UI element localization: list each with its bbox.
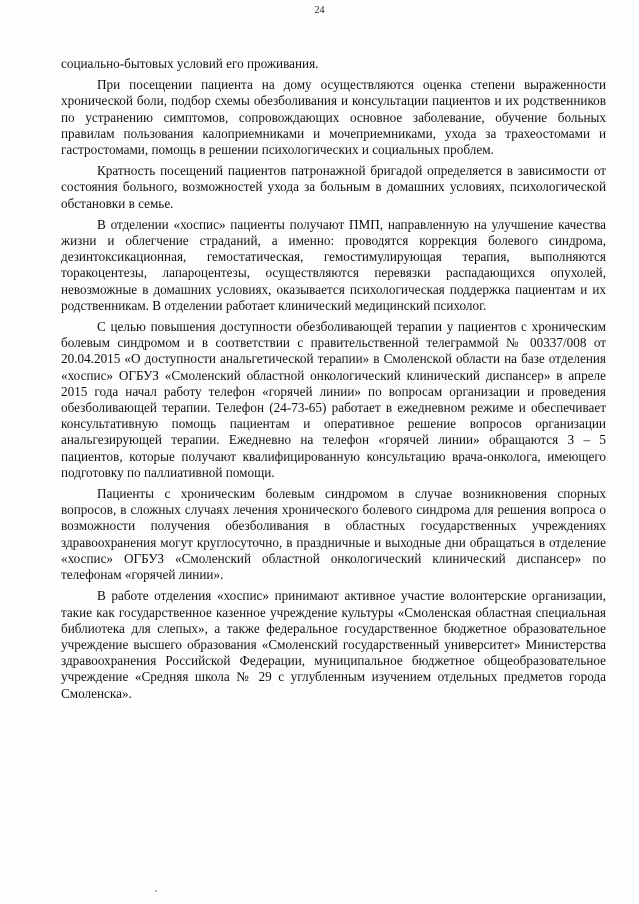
paragraph-continuation: социально-бытовых условий его проживания. [61, 56, 319, 71]
document-body [61, 56, 606, 707]
paragraph-hospice-department: В отделении «хоспис» пациенты получают ПМП, направленную на улучшение качества жизни и облегчение страданий, а именно: проводятся коррекция болевого синдрома, дезинтоксикационная, гемостатическая, гемостимулирующая терапия, выполняются торакоцентезы, лапароцентезы, осуществляются перевязки распадающихся опухолей, невозможные в домашних условиях, оказывается психологическая поддержка пациентам и их родственникам. В отделении работает клинический медицинский психолог. [61, 216, 606, 313]
paragraph-volunteer-organizations: В работе отделения «хоспис» принимают активное участие волонтерские организации, такие как государственное казенное учреждение культуры «Смоленская областная специальная библиотека для слепых», а также федеральное государственное бюджетное образовательное учреждение высшего образования «Смоленский государственный университет» Министерства здравоохранения Российской Федерации, муниципальное бюджетное общеобразовательное учреждение «Средняя школа № 29 с углубленным изучением отдельных предметов города Смоленска». [61, 588, 606, 701]
paragraph-hotline: С целью повышения доступности обезболивающей терапии у пациентов с хроническим болевым синдромом и в соответствии с правительственной телеграммой № 00337/008 от 20.04.2015 «О доступности анальгетической терапии» в Смоленской области на базе отделения «хоспис» ОГБУЗ «Смоленский областной онкологический клинический диспансер» в апреле 2015 года начал работу телефон «горячей линии» по вопросам организации и проведения обезболивающей терапии. Телефон (24-73-65) работает в ежедневном режиме и обеспечивает консультативную помощь пациентам и оперативное решение вопросов организации анальгезирующей терапии. Ежедневно на телефон «горячей линии» обращаются 3 – 5 пациентов, которые получают квалифицированную консультацию врача-онколога, имеющего подготовку по паллиативной помощи. [61, 319, 606, 480]
scan-artifact [155, 890, 157, 892]
paragraph-home-visits: При посещении пациента на дому осуществляются оценка степени выраженности хронической боли, подбор схемы обезболивания и консультации пациентов и их родственников по устранению симптомов, сопровождающих основное заболевание, обучение больных правилам пользования калоприемниками и мочеприемниками, ухода за трахеостомами и гастростомами, помощь в решении психологических и социальных проблем. [61, 77, 606, 158]
page-number: 24 [314, 5, 325, 16]
paragraph-visit-frequency: Кратность посещений пациентов патронажной бригадой определяется в зависимости от состояния больного, возможностей ухода за больным в домашних условиях, психологической обстановки в семье. [61, 163, 606, 211]
paragraph-chronic-pain-patients: Пациенты с хроническим болевым синдромом в случае возникновения спорных вопросов, в сложных случаях лечения хронического болевого синдрома для решения вопроса о возможности получения обезболивания в областных государственных учреждениях здравоохранения могут круглосуточно, в праздничные и выходные дни обращаться в отделение «хоспис» ОГБУЗ «Смоленский областной онкологический клинический диспансер» по телефонам «горячей линии». [61, 486, 606, 583]
